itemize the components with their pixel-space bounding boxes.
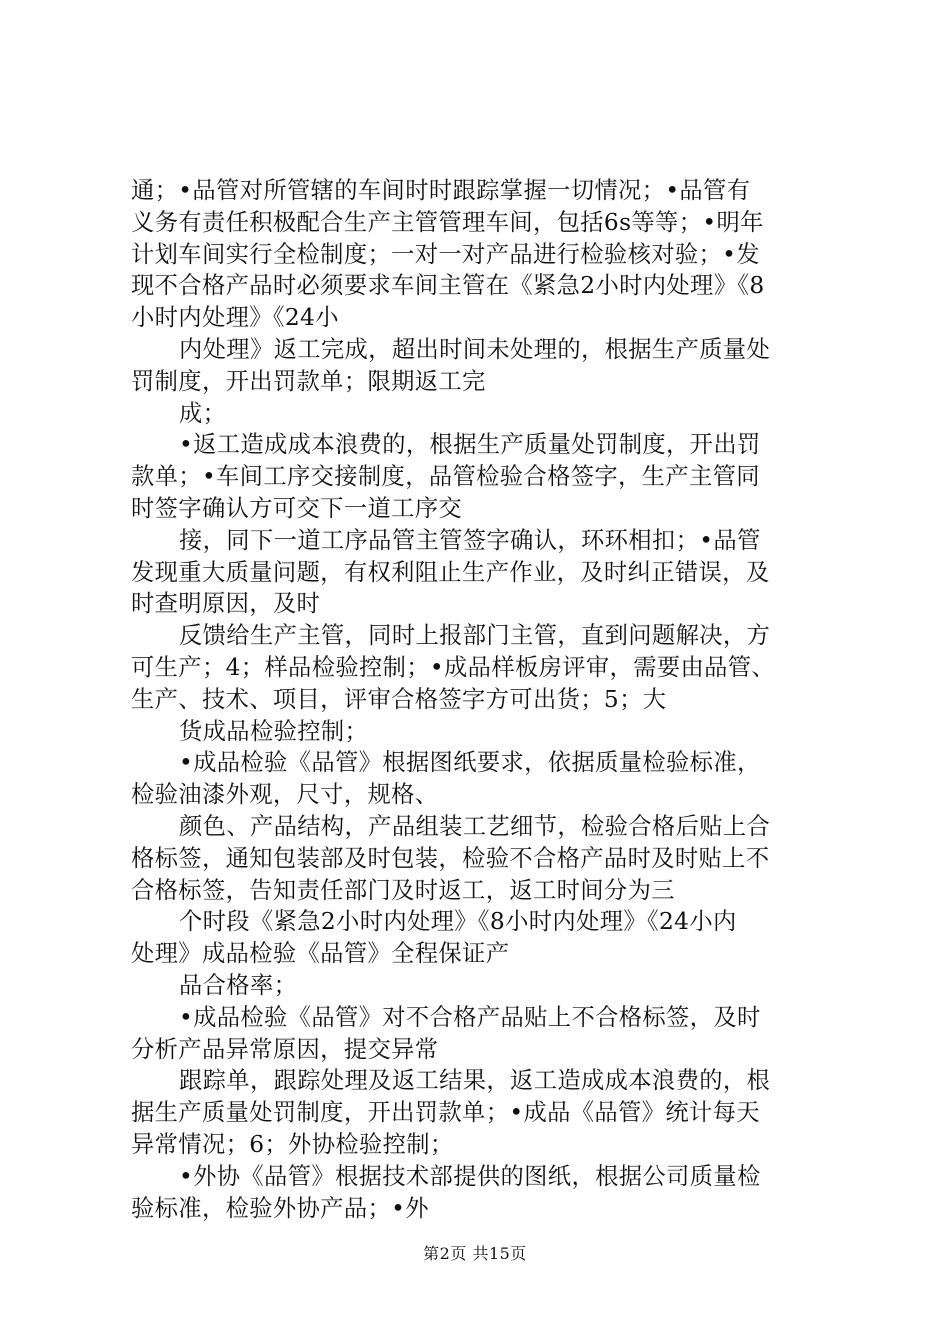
body-line: 款单；•车间工序交接制度，品管检验合格签字，生产主管同	[131, 463, 760, 491]
body-line: 计划车间实行全检制度；一对一对产品进行检验核对验；•发	[131, 240, 760, 268]
body-line: 内处理》返工完成，超出时间未处理的，根据生产质量处	[179, 335, 771, 363]
body-line: 货成品检验控制；	[179, 717, 369, 745]
body-line: 罚制度，开出罚款单；限期返工完	[131, 367, 486, 395]
body-line: 个时段《紧急2小时内处理》《8小时内处理》《24小内	[179, 908, 737, 936]
body-line: 现不合格产品时必须要求车间主管在《紧急2小时内处理》《8	[131, 272, 765, 300]
body-line: 成；	[179, 399, 227, 427]
body-line: 合格标签，告知责任部门及时返工，返工时间分为三	[131, 876, 675, 904]
body-line: 义务有责任积极配合生产主管管理车间，包括6s等等；•明年	[131, 208, 764, 236]
body-line: 验标准，检验外协产品；•外	[131, 1194, 429, 1222]
document-body	[131, 175, 831, 1224]
body-line: •返工造成成本浪费的，根据生产质量处罚制度，开出罚	[179, 431, 761, 459]
body-line: 时查明原因，及时	[131, 590, 321, 618]
body-line: 小时内处理》《24小	[131, 304, 339, 332]
body-line: 可生产；4；样品检验控制；•成品样板房评审，需要由品管、	[131, 653, 776, 681]
body-line: •成品检验《品管》根据图纸要求，依据质量检验标准，	[179, 749, 761, 777]
body-line: 分析产品异常原因，提交异常	[131, 1035, 439, 1063]
body-line: •成品检验《品管》对不合格产品贴上不合格标签，及时	[179, 1003, 761, 1031]
body-line: 时签字确认方可交下一道工序交	[131, 494, 463, 522]
body-line: 异常情况；6；外协检验控制；	[131, 1130, 454, 1158]
body-line: 通；•品管对所管辖的车间时时跟踪掌握一切情况；•品管有	[131, 177, 751, 204]
body-line: •外协《品管》根据技术部提供的图纸，根据公司质量检	[179, 1162, 761, 1190]
body-line: 处理》成品检验《品管》全程保证产	[131, 940, 510, 968]
body-line: 检验油漆外观，尺寸，规格、	[131, 781, 439, 809]
body-line: 反馈给生产主管，同时上报部门主管，直到问题解决，方	[179, 622, 771, 650]
body-line: 生产、技术、项目，评审合格签字方可出货；5；大	[131, 685, 667, 713]
body-line: 接，同下一道工序品管主管签字确认，环环相扣；•品管	[179, 526, 761, 554]
body-line: 品合格率；	[179, 971, 298, 999]
body-line: 发现重大质量问题，有权利阻止生产作业，及时纠正错误，及	[131, 558, 770, 586]
page-footer: 第2页 共15页	[423, 1244, 527, 1263]
body-line: 据生产质量处罚制度，开出罚款单；•成品《品管》统计每天	[131, 1099, 760, 1127]
body-line: 跟踪单，跟踪处理及返工结果，返工造成成本浪费的，根	[179, 1067, 771, 1095]
body-line: 格标签，通知包装部及时包装，检验不合格产品时及时贴上不	[131, 844, 770, 872]
body-line: 颜色、产品结构，产品组装工艺细节，检验合格后贴上合	[179, 812, 771, 840]
